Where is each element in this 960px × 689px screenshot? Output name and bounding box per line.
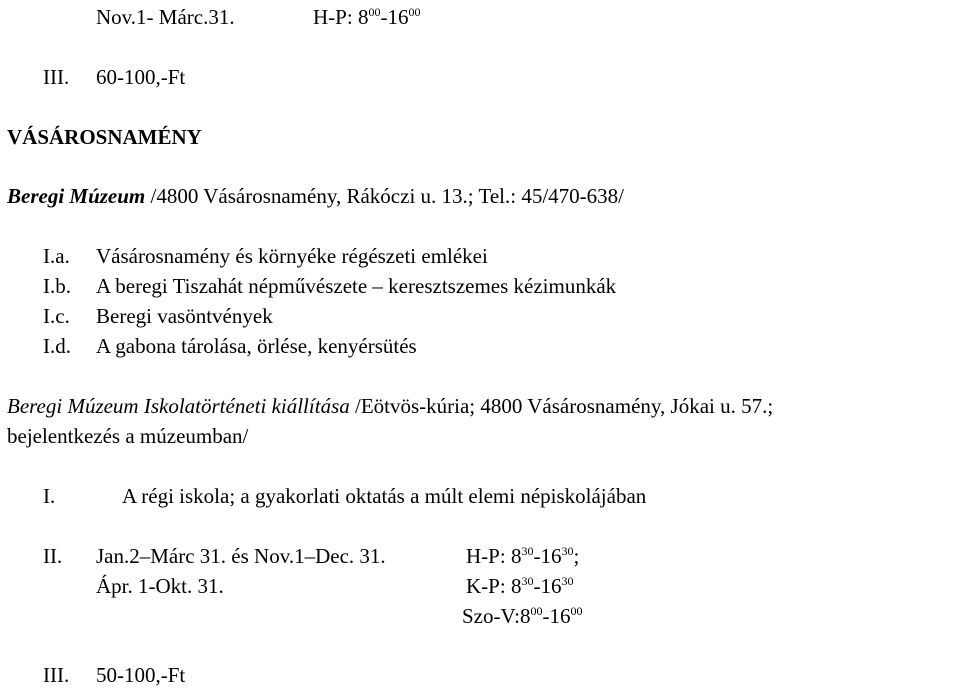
time-to: 16 bbox=[540, 574, 562, 598]
time-from-sup: 00 bbox=[530, 604, 543, 618]
exhibition-id: I.d. bbox=[43, 334, 71, 358]
time-tail: ; bbox=[573, 544, 580, 568]
top-price-num: III. bbox=[43, 65, 70, 89]
time-label: H-P: bbox=[313, 5, 358, 29]
section-i-text: A régi iskola; a gyakorlati oktatás a múlt elemi népiskolájában bbox=[122, 484, 647, 508]
section-ii-row1-time bbox=[466, 546, 579, 567]
section-ii-row2-dates: Ápr. 1-Okt. 31. bbox=[96, 574, 224, 598]
town-heading: VÁSÁROSNAMÉNY bbox=[7, 125, 202, 149]
time-from: 8 bbox=[357, 5, 369, 29]
time-dash: - bbox=[542, 604, 550, 628]
section-ii-num: II. bbox=[43, 544, 63, 568]
time-to: 16 bbox=[387, 5, 409, 29]
time-label: K-P: bbox=[466, 574, 511, 598]
time-label: Szo-V: bbox=[462, 604, 520, 628]
time-from-sup: 30 bbox=[521, 574, 534, 588]
time-from-sup: 00 bbox=[368, 5, 381, 19]
section-iii-num: III. bbox=[43, 663, 70, 687]
museum1-name: Beregi Múzeum bbox=[7, 184, 146, 208]
section-ii-row2-time bbox=[466, 576, 573, 597]
section-ii-row1-dates: Jan.2–Márc 31. és Nov.1–Dec. 31. bbox=[96, 544, 386, 568]
exhibition-text: Beregi vasöntvények bbox=[96, 304, 273, 328]
museum1-address: /4800 Vásárosnamény, Rákóczi u. 13.; Tel.: 45/470-638/ bbox=[145, 184, 624, 208]
section-iii-text: 50-100,-Ft bbox=[96, 663, 186, 687]
time-to-sup: 00 bbox=[570, 604, 583, 618]
time-to: 16 bbox=[549, 604, 571, 628]
top-price-text: 60-100,-Ft bbox=[96, 65, 186, 89]
time-dash: - bbox=[533, 574, 541, 598]
museum2-address: /Eötvös-kúria; 4800 Vásárosnamény, Jókai u. 57.; bbox=[349, 394, 774, 418]
exhibition-text: Vásárosnamény és környéke régészeti emlékei bbox=[96, 244, 488, 268]
top-hours-time bbox=[313, 7, 420, 28]
exhibition-id: I.c. bbox=[43, 304, 70, 328]
time-from: 8 bbox=[510, 544, 522, 568]
exhibition-id: I.b. bbox=[43, 274, 71, 298]
time-label: H-P: bbox=[466, 544, 511, 568]
museum2-line bbox=[7, 396, 773, 417]
section-i-num: I. bbox=[43, 484, 56, 508]
time-dash: - bbox=[533, 544, 541, 568]
top-hours-dates: Nov.1- Márc.31. bbox=[96, 5, 235, 29]
museum2-address-cont: bejelentkezés a múzeumban/ bbox=[7, 424, 249, 448]
time-from: 8 bbox=[519, 604, 531, 628]
time-dash: - bbox=[380, 5, 388, 29]
time-to-sup: 00 bbox=[408, 5, 421, 19]
exhibition-text: A beregi Tiszahát népművészete – keresztszemes kézimunkák bbox=[96, 274, 617, 298]
time-to-sup: 30 bbox=[561, 574, 574, 588]
time-from-sup: 30 bbox=[521, 544, 534, 558]
exhibition-id: I.a. bbox=[43, 244, 70, 268]
museum2-name: Beregi Múzeum Iskolatörténeti kiállítása bbox=[7, 394, 350, 418]
section-ii-row3-time bbox=[462, 606, 582, 627]
time-to: 16 bbox=[540, 544, 562, 568]
exhibition-text: A gabona tárolása, örlése, kenyérsütés bbox=[96, 334, 417, 358]
time-from: 8 bbox=[510, 574, 522, 598]
time-to-sup: 30 bbox=[561, 544, 574, 558]
museum1-line bbox=[7, 186, 624, 207]
